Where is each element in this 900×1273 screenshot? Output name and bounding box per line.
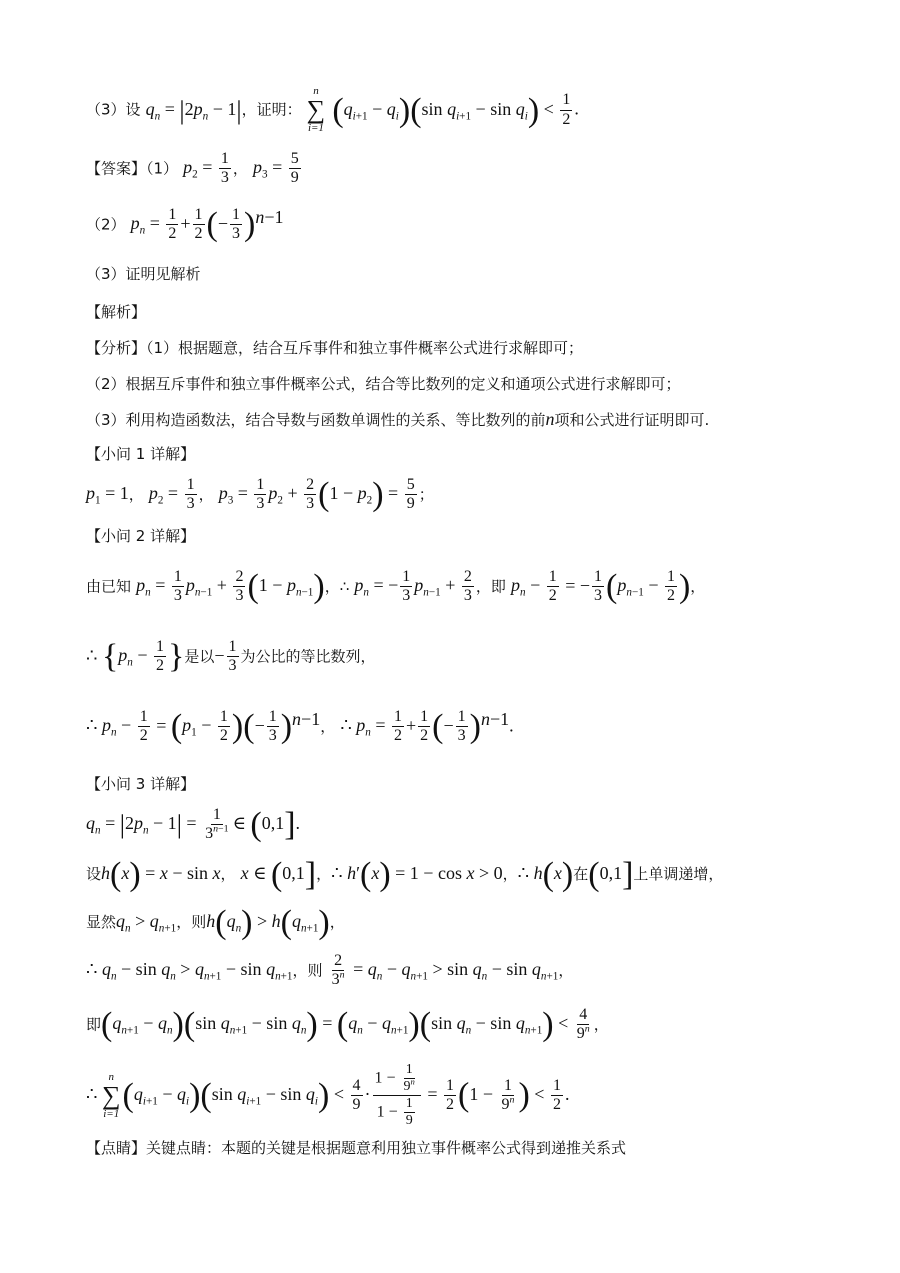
- sub3-line-2: 设h(x) = x − sin x， x ∈ (0,1]，∴ h′(x) = 1 − cos x > 0，∴ h(x)在(0,1]上单调递增，: [86, 856, 724, 893]
- answer-line-1: 【答案】（1） $p_2$ = $\frac{1}{3}$ ， $p_3$ = $\frac{5}{9}$: [86, 150, 299, 187]
- sub2-line-1: 由已知 $p_n$ = $\frac{1}{3}$ $p_{n-1}$ + $\frac{2}{3}$ $(1 - p_{n-1})$，∴ $p_n$ = − $\frac{1}{3}$ $p_{n-1}$ + $\frac{2}{3}$ ，即 $p_n$ − $\frac{1}{2}$ = − $\frac{1}{3}$ ($p_{n-1}$ − $\frac{1}{2}$ )，: [86, 567, 706, 606]
- sub2-line-2: ∴ {$p_n$ − $\frac{1}{2}$ }是以− $\frac{1}{3}$ 为公比的等比数列，: [86, 637, 376, 675]
- sub2-line-3: ∴ $p_n$ − $\frac{1}{2}$ = ($p_1$ − $\frac{1}{2}$ )(− $\frac{1}{3}$ )$^{n-1}$， ∴ $p_n$ = $\frac{1}{2}$ + $\frac{1}{2}$ (− $\frac{1}{3}$ )$^{n-1}$.: [86, 707, 514, 745]
- answer-label: 【答案】: [86, 159, 147, 178]
- fenxi-line-1: 【分析】（1）根据题意，结合互斥事件和独立事件概率公式进行求解即可；: [86, 339, 584, 357]
- dianjing-line: 【点睛】关键点睛：本题的关键是根据题意利用独立事件概率公式得到递推关系式: [86, 1139, 627, 1157]
- sub3-header: 【小问 3 详解】: [86, 775, 196, 793]
- question-3-line: （3）设 $q_n = |2p_n - 1|$，证明： n ∑ i=1 $(q_{i+1} - q_i)(\sin$ $q_{i+1} - \sin q_i$) < $\frac{1}{2}$ .: [86, 85, 579, 134]
- analysis-header: 【解析】: [86, 303, 147, 321]
- answer-line-3: （3）证明见解析: [86, 265, 201, 283]
- dianjing-label: 【点睛】: [86, 1139, 147, 1157]
- fenxi-label: 【分析】: [86, 339, 147, 357]
- fenxi-line-3: （3）利用构造函数法，结合导数与函数单调性的关系、等比数列的前n项和公式进行证明即可.: [86, 409, 710, 429]
- sub1-header: 【小问 1 详解】: [86, 445, 196, 463]
- sub3-line-6: ∴ n ∑ i=1 $(q_{i+1} - q_i)(\sin$ $q_{i+1} - \sin q_i$) < $\frac{4}{9}$ · 1 − $\frac{1}{9^n}$ 1 − $\frac{1}{9}$ = $\frac{1}{2}$ (1 − $\frac{1}{9^n}$ ) < $\frac{1}{2}$ .: [86, 1062, 570, 1129]
- sub1-formula: $p_1 = 1$， $p_2$ = $\frac{1}{3}$ ， $p_3$ = $\frac{1}{3}$ $p_2$ + $\frac{2}{3}$ $(1 - p_2)$ = $\frac{5}{9}$ ；: [86, 476, 434, 514]
- sub3-line-4: ∴ $q_n - \sin q_n > q_{n+1} - \sin q_{n+1}$，则 $\frac{2}{3^n}$ = $q_n - q_{n+1} > \sin q_n - \sin q_{n+1}$，: [86, 952, 574, 989]
- sub2-header: 【小问 2 详解】: [86, 527, 196, 545]
- question-3-label: （3）: [86, 100, 126, 119]
- fenxi-line-2: （2）根据互斥事件和独立事件概率公式，结合等比数列的定义和通项公式进行求解即可；: [86, 375, 681, 393]
- sub3-line-1: $q_n = |2p_n - 1|$ = $\frac{1}{3^{n-1}}$ ∈ (0,1].: [86, 806, 301, 844]
- sub3-line-5: 即$(q_{n+1} - q_n)(\sin$ $q_{n+1} - \sin q_n) = (q_n - q_{n+1})(\sin$ $q_n - \sin q_{n+1}$) < $\frac{4}{9^n}$ ，: [86, 1006, 609, 1044]
- sub3-line-3: 显然$q_n > q_{n+1}$，则$h(q_n) > h(q_{n+1})$，: [86, 904, 345, 941]
- answer-line-2: （2） $p_n$ = $\frac{1}{2}$ + $\frac{1}{2}$ (− $\frac{1}{3}$ )$^{n-1}$: [86, 205, 284, 243]
